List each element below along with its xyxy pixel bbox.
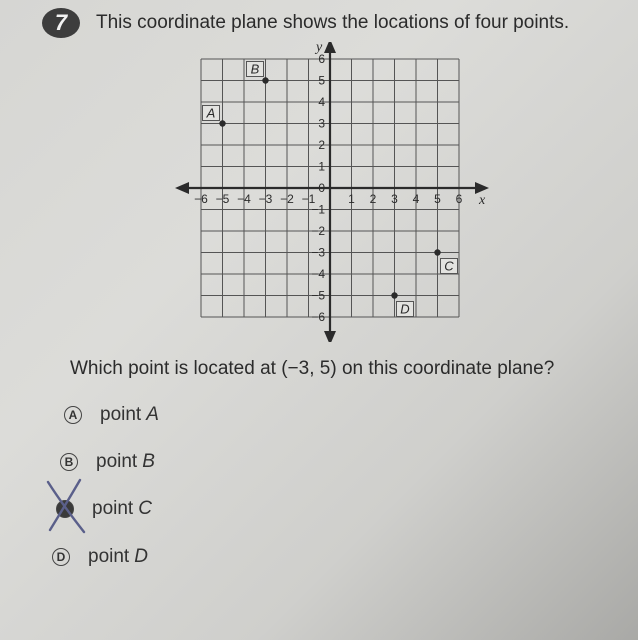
y-tick-label: −5 xyxy=(311,288,325,303)
x-tick-label: 6 xyxy=(455,192,463,206)
x-tick-label: −4 xyxy=(237,192,251,206)
coordinate-plane xyxy=(170,42,490,342)
choice-b[interactable] xyxy=(60,451,155,473)
x-axis-label: x xyxy=(479,193,486,208)
y-tick-label: 3 xyxy=(318,116,325,131)
y-tick-label: 4 xyxy=(318,95,325,109)
choice-a-variable: A xyxy=(146,404,159,425)
y-tick-label: 1 xyxy=(318,159,325,174)
question-number-badge: 7 xyxy=(42,8,80,38)
y-tick-label: −6 xyxy=(311,310,325,324)
choice-d-label: point xyxy=(88,546,130,567)
x-tick-label: −1 xyxy=(301,192,316,206)
choice-b-variable: B xyxy=(142,451,155,472)
point-label-b: B xyxy=(250,61,260,77)
pencil-x-mark xyxy=(44,476,96,536)
choice-d-variable: D xyxy=(134,546,148,567)
choice-c-bubble[interactable]: C xyxy=(56,500,74,518)
choice-a[interactable] xyxy=(64,404,159,426)
y-tick-label: 2 xyxy=(318,138,325,152)
choice-a-bubble[interactable]: A xyxy=(64,406,82,424)
choice-c-label: point xyxy=(92,498,134,519)
y-tick-label: −1 xyxy=(311,202,325,217)
point-b xyxy=(262,77,268,83)
y-axis-arrow-up xyxy=(324,42,336,53)
choice-d-bubble[interactable]: D xyxy=(52,548,70,566)
y-axis-arrow-down xyxy=(324,331,336,342)
point-d xyxy=(391,292,397,298)
point-label-c: C xyxy=(444,258,454,274)
choice-a-label: point xyxy=(100,404,142,425)
y-tick-label: 5 xyxy=(318,73,325,88)
question-prompt: This coordinate plane shows the locations of four points. xyxy=(96,12,570,33)
choice-d[interactable] xyxy=(52,546,148,568)
point-a xyxy=(219,120,225,126)
point-label-a: A xyxy=(206,105,216,121)
x-tick-label: 4 xyxy=(412,192,420,206)
x-tick-label: 1 xyxy=(348,192,355,206)
x-tick-label: 3 xyxy=(391,192,398,206)
x-tick-label: 2 xyxy=(369,192,377,206)
x-tick-label: −5 xyxy=(215,192,230,206)
y-tick-label: −2 xyxy=(311,224,325,238)
y-tick-label: −3 xyxy=(311,245,325,260)
point-c xyxy=(434,249,440,255)
origin-label: 0 xyxy=(318,181,325,195)
y-tick-label: 6 xyxy=(318,52,325,66)
x-axis-arrow-left xyxy=(175,182,189,194)
x-tick-label: −3 xyxy=(258,192,273,206)
choice-b-bubble[interactable]: B xyxy=(60,453,78,471)
x-tick-label: −6 xyxy=(194,192,208,206)
choice-c-variable: C xyxy=(138,498,152,519)
question-text: Which point is located at (−3, 5) on this coordinate plane? xyxy=(70,358,555,379)
choice-b-label: point xyxy=(96,451,138,472)
y-tick-label: −4 xyxy=(311,267,325,281)
x-tick-label: 5 xyxy=(434,192,441,206)
point-label-d: D xyxy=(400,301,410,317)
y-axis-label: y xyxy=(316,42,323,55)
x-tick-label: −2 xyxy=(280,192,294,206)
